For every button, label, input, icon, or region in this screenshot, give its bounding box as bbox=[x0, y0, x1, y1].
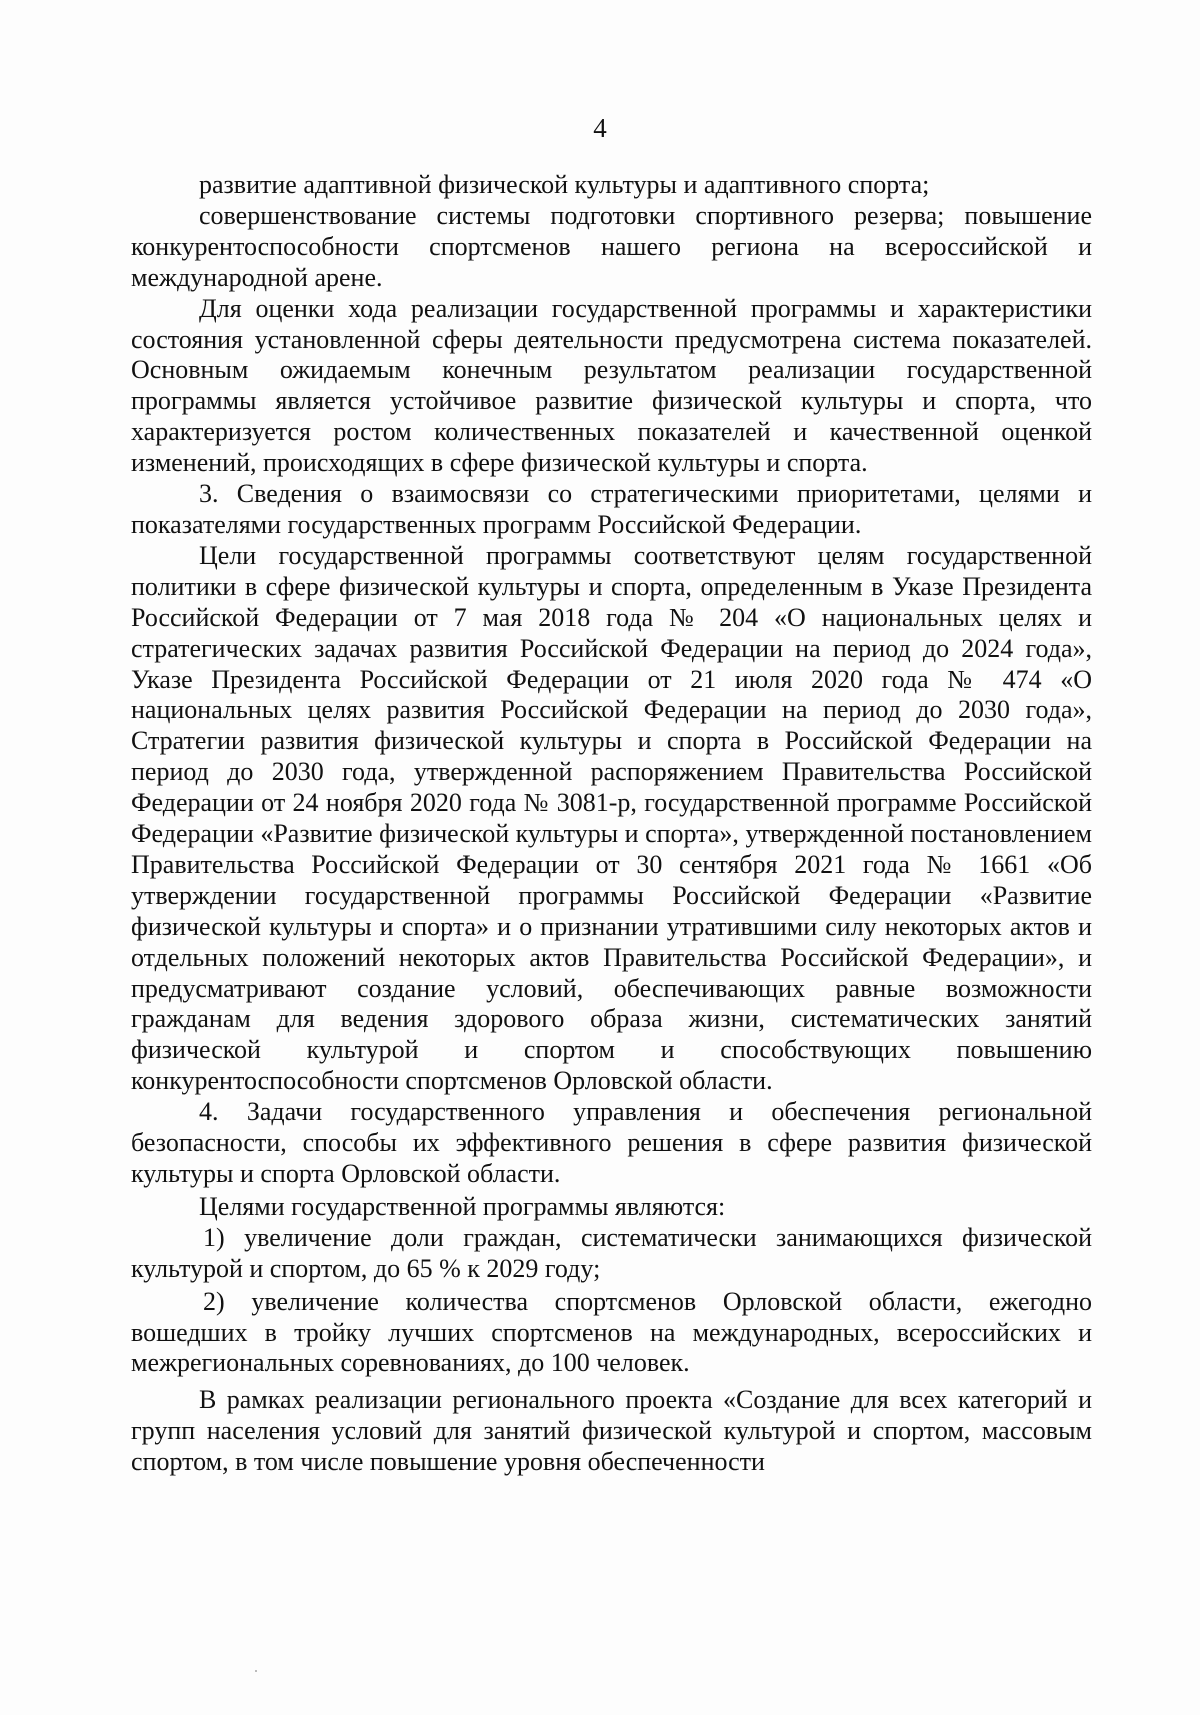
section-heading-4: 4. Задачи государственного управления и обеспечения региональной безопасности, способы их эффективного решения в сфере развития физической культуры и спорта Орловской области. bbox=[131, 1097, 1092, 1188]
document-body bbox=[131, 170, 1092, 1478]
paragraph-goals-intro: Целями государственной программы являются: bbox=[199, 1191, 726, 1221]
paragraph-adaptive-sport: развитие адаптивной физической культуры и адаптивного спорта; bbox=[199, 170, 930, 199]
paragraph-sport-reserve: совершенствование системы подготовки спортивного резерва; повышение конкурентоспособности спортсменов нашего региона на всероссийской и международной арене. bbox=[131, 200, 1092, 292]
paragraph-regional-project: В рамках реализации регионального проекта «Создание для всех категорий и групп населения условий для занятий физической культурой и спортом, массовым спортом, в том числе повышение уровня обеспеченности bbox=[131, 1385, 1092, 1477]
page-number: 4 bbox=[593, 113, 607, 143]
scan-speck bbox=[255, 1670, 257, 1672]
paragraph-program-goals-alignment: Цели государственной программы соответствуют целям государственной политики в сфере физической культуры и спорта, определенным в Указе Президента Российской Федерации от 7 мая 2018 года № 204 «О национальных целях и стратегических задачах развития Российской Федерации на период до 2024 года», Указе Президента Российской Федерации от 21 июля 2020 года № 474 «О национальных целях развития Российской Федерации на период до 2030 года», Стратегии развития физической культуры и спорта в Российской Федерации на период до 2030 года, утвержденной распоряжением Правительства Российской Федерации от 24 ноября 2020 года № 3081-р, государственной программе Российской Федерации «Развитие физической культуры и спорта», утвержденной постановлением Правительства Российской Федерации от 30 сентября 2021 года № 1661 «Об утверждении государственной программы Российской Федерации «Развитие физической культуры и спорта» и о признании утратившими силу некоторых актов и отдельных положений некоторых актов Правительства Российской Федерации», и предусматривают создание условий, обеспечивающих равные возможности гражданам для ведения здорового образа жизни, систематических занятий физической культурой и спортом и способствующих повышению конкурентоспособности спортсменов Орловской области. bbox=[131, 540, 1092, 1096]
goal-item-1: 1) увеличение доли граждан, систематически занимающихся физической культурой и спортом, до 65 % к 2029 году; bbox=[131, 1222, 1092, 1283]
section-heading-3: 3. Сведения о взаимосвязи со стратегическими приоритетами, целями и показателями государственных программ Российской Федерации. bbox=[131, 479, 1092, 539]
goal-item-2: 2) увеличение количества спортсменов Орловской области, ежегодно вошедших в тройку лучших спортсменов на международных, всероссийских и межрегиональных соревнованиях, до 100 человек. bbox=[131, 1286, 1092, 1378]
paragraph-indicators: Для оценки хода реализации государственной программы и характеристики состояния установленной сферы деятельности предусмотрена система показателей. Основным ожидаемым конечным результатом реализации государственной программы является устойчивое развитие физической культуры и спорта, что характеризуется ростом количественных показателей и качественной оценкой изменений, происходящих в сфере физической культуры и спорта. bbox=[131, 293, 1092, 478]
